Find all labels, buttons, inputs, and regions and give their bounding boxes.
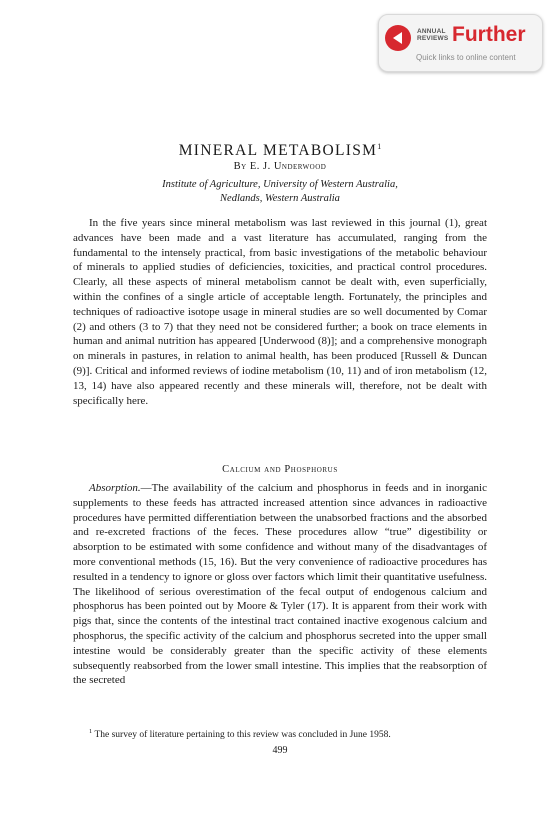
badge-tagline[interactable]: Quick links to online content [416, 53, 516, 62]
page-number: 499 [272, 745, 288, 756]
title-text: MINERAL METABOLISM [178, 142, 378, 160]
annual-reviews-line2: REVIEWS [417, 35, 449, 42]
absorption-paragraph [73, 481, 487, 688]
article-title [0, 137, 560, 161]
play-icon-glyph [385, 25, 411, 51]
affiliation-line-2: Nedlands, Western Australia [220, 193, 340, 204]
section-heading: Calcium and Phosphorus [222, 464, 338, 475]
further-brand: Further [452, 23, 526, 46]
author-affiliation [0, 178, 560, 206]
footnote-marker: 1 [89, 728, 93, 735]
annual-reviews-logo [417, 28, 448, 42]
heading-dash: — [140, 482, 152, 494]
footnote [89, 726, 489, 741]
subsection-heading: Absorption. [89, 482, 141, 494]
article-author: By E. J. Underwood [233, 161, 327, 172]
further-links-badge[interactable] [378, 14, 543, 72]
play-icon[interactable] [385, 25, 411, 51]
affiliation-line-1: Institute of Agriculture, University of Western Australia, [162, 179, 398, 190]
intro-paragraph: In the five years since mineral metabolism was last reviewed in this journal (1), great advances have been made and a vast literature has accumulated, ranging from the fundamental to the intensely practical, from basic investigations of the metabolic behaviour of minerals to applied studies of deficiencies, toxicities, and practical control procedures. Clearly, all these aspects of mineral metabolism cannot be dealt with, even superficially, within the confines of a single article of acceptable length. Fortunately, the principles and techniques of radioactive isotope usage in mineral studies are so well documented by Comar (2) and others (3 to 7) that they need not be considered further; a book on trace elements in human and animal nutrition has appeared [Underwood (8)]; and a comprehensive monograph on minerals in pastures, in relation to animal health, has been produced [Russell & Duncan (9)]. Critical and informed reviews of iodine metabolism (10, 11) and of iron metabolism (12, 13, 14) have also appeared recently and these minerals will, therefore, not be dealt with specifically here. [73, 217, 487, 407]
annual-reviews-line1: ANNUAL [417, 28, 446, 35]
absorption-text: The availability of the calcium and phosphorus in feeds and in inorganic supplements to these feeds has attracted increased attention since advances in radioactive procedures have permitted differentiation between the unabsorbed fractions and the absorbed and re-excreted fractions of the feces. These procedures allow “true” digestibility or absorption to be estimated with some confidence and without many of the disadvantages of more conventional methods (15, 16). But the very convenience of radioactive procedures has resulted in a tendency to ignore or gloss over factors which limit their quantitative usefulness. The likelihood of serious overestimation of the fecal output of endogenous calcium and phosphorus has been pointed out by Moore & Tyler (17). It is apparent from their work with pigs that, since the contents of the intestinal tract contained inactive exogenous calcium and phosphorus, the specific activity of the calcium and phosphorus secreted into the upper small intestine would be considerably greater than the specific activity of these elements subsequently reabsorbed from the lower small intestine. This implies that the reabsorption of the secreted [73, 482, 487, 687]
footnote-text: The survey of literature pertaining to this review was concluded in June 1958. [94, 730, 391, 741]
title-footnote-marker: 1 [377, 142, 382, 151]
